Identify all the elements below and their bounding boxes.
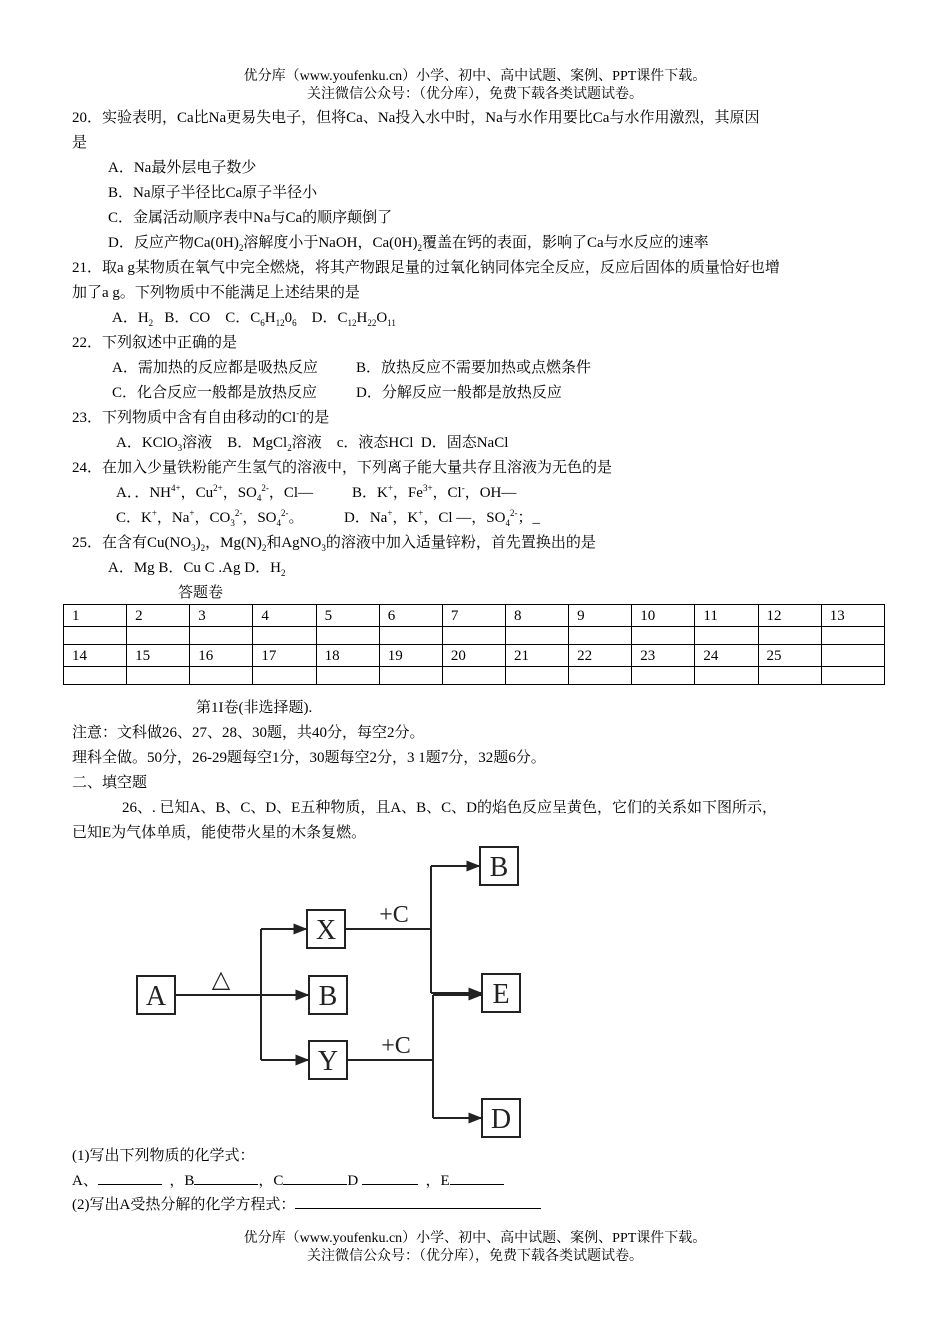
q24-option-a: A．．$NH^{4+}$，$Cu^{2+}$，$SO_4^{2-}$，Cl— <box>116 483 314 503</box>
q20-d-sub1: 2 <box>238 243 244 253</box>
answer-cell-blank[interactable] <box>695 667 758 685</box>
q22-option-b: B．放热反应不需要加热或点燃条件 <box>356 360 592 376</box>
q20-option-d <box>108 233 709 253</box>
blank-d-line[interactable] <box>362 1170 418 1185</box>
answer-cell-number: 15 <box>127 645 190 667</box>
answer-cell-number: 19 <box>379 645 442 667</box>
q20-stem-cont: 是 <box>72 135 88 151</box>
q23-option-c: c．液态HCl <box>336 435 414 451</box>
q23-option-b: B．MgCl$_2$溶液 <box>227 435 322 453</box>
q21-option-a: A．$H_2$ <box>112 310 154 328</box>
q22-option-a: A．需加热的反应都是吸热反应 <box>112 360 318 376</box>
answer-cell-blank[interactable] <box>569 667 632 685</box>
blank-c-label: ，C <box>258 1173 284 1189</box>
answer-cell-blank[interactable] <box>505 627 568 645</box>
blank-a-line[interactable] <box>98 1170 162 1185</box>
q22-option-c: C．化合反应一般都是放热反应 <box>112 385 318 401</box>
q20-d-part1: D．反应产物Ca(0H) <box>108 235 239 251</box>
answer-cell-blank[interactable] <box>253 627 316 645</box>
answer-cell-number: 22 <box>569 645 632 667</box>
part2-note-1: 注意：文科做26、27、28、30题，共40分，每空2分。 <box>72 725 425 741</box>
answer-row-blank-2 <box>64 667 885 685</box>
plus-c-bottom: +C <box>381 1033 411 1059</box>
node-d-label: D <box>490 1104 512 1135</box>
answer-cell-blank[interactable] <box>316 627 379 645</box>
blank-a-label: A、 <box>72 1173 98 1189</box>
answer-cell-blank[interactable] <box>190 627 253 645</box>
node-e-label: E <box>492 979 510 1010</box>
answer-cell-blank[interactable] <box>127 667 190 685</box>
answer-cell-blank[interactable] <box>442 627 505 645</box>
answer-sheet-table <box>63 604 885 685</box>
q24-option-c: C．K+，Na+，$CO_3^{2-}$，$SO_4^{2-}$。 <box>116 508 304 528</box>
answer-cell-blank[interactable] <box>632 627 695 645</box>
q26-stem-cont: 已知E为气体单质，能使带火星的木条复燃。 <box>72 825 367 841</box>
answer-cell-number: 1 <box>64 605 127 627</box>
answer-cell-number: 14 <box>64 645 127 667</box>
q21-stem: 21．取a g某物质在氧气中完全燃烧，将其产物跟足量的过氧化钠同体完全反应，反应后固体的质量恰好也增 <box>72 260 780 276</box>
blank-e-line[interactable] <box>450 1170 504 1185</box>
answer-cell-number: 18 <box>316 645 379 667</box>
answer-row-numbers-2 <box>64 645 885 667</box>
q21-options <box>112 308 396 328</box>
answer-cell-number: 25 <box>758 645 821 667</box>
node-y-label: Y <box>317 1046 339 1077</box>
answer-cell-blank[interactable] <box>758 627 821 645</box>
answer-cell-blank[interactable] <box>64 667 127 685</box>
q26-stem: 26、. 已知A、B、C、D、E五种物质，且A、B、C、D的焰色反应呈黄色，它们的关系如下图所示， <box>122 800 778 816</box>
answer-row-blank-1 <box>64 627 885 645</box>
answer-cell-blank[interactable] <box>253 667 316 685</box>
blank-c-line[interactable] <box>283 1170 347 1185</box>
q21-option-b: B．CO <box>164 310 211 326</box>
q20-d-part3: 覆盖在钙的表面，影响了Ca与水反应的速率 <box>421 235 709 251</box>
answer-cell-number: 9 <box>569 605 632 627</box>
q23-option-a: A．KClO$_3$溶液 <box>116 435 213 453</box>
answer-sheet-title: 答题卷 <box>178 585 224 601</box>
q26-part2-prompt: (2)写出A受热分解的化学方程式： <box>72 1194 541 1215</box>
page-footer-line-2: 关注微信公众号：（优分库），免费下载各类试题试卷。 <box>307 1249 643 1264</box>
answer-cell-number: 17 <box>253 645 316 667</box>
q24-stem: 24．在加入少量铁粉能产生氢气的溶液中，下列离子能大量共存且溶液为无色的是 <box>72 460 613 476</box>
answer-cell-blank[interactable] <box>442 667 505 685</box>
answer-cell-blank[interactable] <box>505 667 568 685</box>
reaction-diagram <box>128 843 538 1143</box>
node-x-label: X <box>315 915 337 946</box>
part2-title: 第1I卷(非选择题). <box>196 700 313 716</box>
answer-cell-blank[interactable] <box>64 627 127 645</box>
answer-cell-blank[interactable] <box>127 627 190 645</box>
answer-cell-number: 7 <box>442 605 505 627</box>
page-header-line-2: 关注微信公众号：（优分库），免费下载各类试题试卷。 <box>307 87 643 102</box>
q26-part1-blanks <box>72 1170 504 1191</box>
answer-cell-number: 24 <box>695 645 758 667</box>
answer-cell-number: 3 <box>190 605 253 627</box>
q20-option-c: C．金属活动顺序表中Na与Ca的顺序颠倒了 <box>108 210 393 226</box>
answer-cell-number: 21 <box>505 645 568 667</box>
q21-stem-cont: 加了a g。下列物质中不能满足上述结果的是 <box>72 285 360 301</box>
answer-cell-number: 4 <box>253 605 316 627</box>
answer-cell-blank[interactable] <box>695 627 758 645</box>
answer-cell-number: 6 <box>379 605 442 627</box>
blank-d-label: D <box>347 1173 359 1189</box>
q22-stem: 22．下列叙述中正确的是 <box>72 335 238 351</box>
blank-b-label: ，B <box>169 1173 195 1189</box>
answer-cell-blank[interactable] <box>632 667 695 685</box>
node-a-label: A <box>145 981 167 1012</box>
answer-cell-number: 12 <box>758 605 821 627</box>
answer-row-numbers-1 <box>64 605 885 627</box>
q24-option-d: D．Na+，K+，Cl —，$SO_4^{2-}$；_ <box>344 508 540 528</box>
answer-cell-blank[interactable] <box>379 627 442 645</box>
q25-options: A．Mg B．Cu C .Ag D．$H_2$ <box>108 560 286 578</box>
q21-option-d: D．$C_{12}H_{22}O_{11}$ <box>311 310 396 328</box>
answer-cell-number: 10 <box>632 605 695 627</box>
equation-blank-line[interactable] <box>295 1194 541 1209</box>
blank-e-label: ，E <box>425 1173 450 1189</box>
heat-symbol: △ <box>211 967 231 993</box>
q20-d-part2: 溶解度小于NaOH，Ca(0H) <box>243 235 418 251</box>
answer-cell-blank[interactable] <box>569 627 632 645</box>
answer-cell-number: 13 <box>821 605 884 627</box>
q23-stem: 23．下列物质中含有自由移动的Cl-的是 <box>72 408 330 426</box>
answer-cell-number: 2 <box>127 605 190 627</box>
answer-cell-number: 20 <box>442 645 505 667</box>
answer-cell-blank[interactable] <box>316 667 379 685</box>
q23-options <box>116 433 508 453</box>
q20-option-b: B．Na原子半径比Ca原子半径小 <box>108 185 318 201</box>
blank-b-line[interactable] <box>194 1170 258 1185</box>
answer-cell-number <box>821 645 884 667</box>
page-header-line-1: 优分库（www.youfenku.cn）小学、初中、高中试题、案例、PPT课件下载。 <box>243 69 707 84</box>
answer-cell-blank[interactable] <box>821 667 884 685</box>
node-b-mid-label: B <box>318 981 338 1012</box>
answer-cell-blank[interactable] <box>758 667 821 685</box>
q24-option-b: B．K+，$Fe^{3+}$，Cl-，OH— <box>352 483 517 501</box>
part2-note-2: 理科全做。50分，26-29题每空1分，30题每空2分，3 1题7分，32题6分。 <box>72 750 546 766</box>
answer-cell-blank[interactable] <box>190 667 253 685</box>
section-title-fill-in: 二、填空题 <box>72 775 148 791</box>
q20-option-a: A．Na最外层电子数少 <box>108 160 257 176</box>
q20-d-sub2: 2 <box>417 243 422 253</box>
answer-cell-number: 11 <box>695 605 758 627</box>
answer-cell-number: 16 <box>190 645 253 667</box>
q23-option-d: D．固态NaCl <box>420 435 509 451</box>
q21-option-c: C．$C_6H_{12}0_6$ <box>225 310 297 328</box>
page-footer-line-1: 优分库（www.youfenku.cn）小学、初中、高中试题、案例、PPT课件下载。 <box>243 1231 707 1246</box>
q22-option-d: D．分解反应一般都是放热反应 <box>356 385 562 401</box>
q26-part1-prompt: (1)写出下列物质的化学式： <box>72 1148 255 1164</box>
node-b-top-label: B <box>489 852 509 883</box>
answer-cell-number: 8 <box>505 605 568 627</box>
q25-stem: 25．在含有$Cu(NO_3)_2$，$Mg(N)_2$和AgNO$_3$的溶液中加入适量锌粉，首先置换出的是 <box>72 535 596 553</box>
answer-cell-blank[interactable] <box>379 667 442 685</box>
q20-stem: 20．实验表明，Ca比Na更易失电子，但将Ca、Na投入水中时，Na与水作用要比Ca与水作用激烈，其原因 <box>72 110 760 126</box>
answer-cell-blank[interactable] <box>821 627 884 645</box>
answer-cell-number: 5 <box>316 605 379 627</box>
answer-cell-number: 23 <box>632 645 695 667</box>
plus-c-top: +C <box>379 902 409 928</box>
